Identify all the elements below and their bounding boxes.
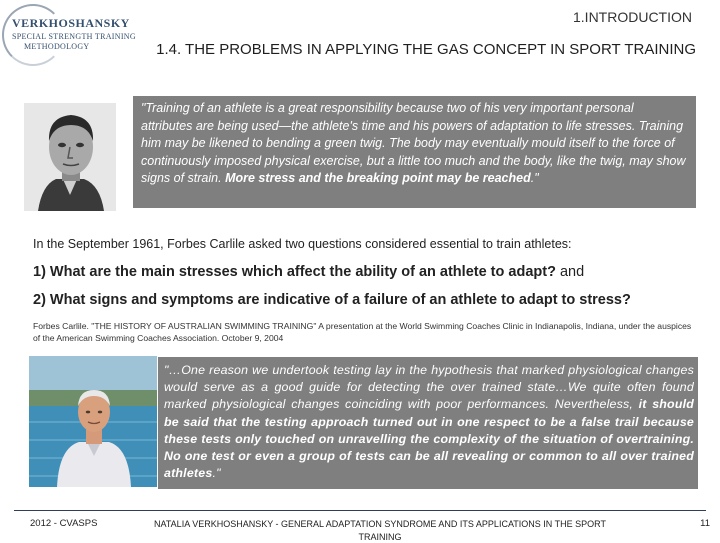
question-1-text: 1) What are the main stresses which affect the ability of an athlete to adapt? bbox=[33, 264, 556, 280]
question-1-suffix: and bbox=[555, 264, 585, 280]
logo-line-2: SPECIAL STRENGTH TRAINING bbox=[12, 32, 136, 41]
carlile-quote-2 bbox=[158, 357, 698, 489]
question-1 bbox=[33, 264, 584, 280]
quote1-text: "Training of an athlete is a great responsibility because two of his very important personal attributes are being used—the athlete's time and his powers of adaptation to life stresses. Training him may be likened to bending a green twig. The body may eventually mould itself to the force of continuously imposed physical exercise, but a little too much and the body, like the twig, may show signs of strain. bbox=[141, 101, 686, 186]
section-label: 1.INTRODUCTION bbox=[573, 9, 692, 25]
page-number: 11 bbox=[700, 518, 710, 529]
quote2-text: "…One reason we undertook testing lay in the hypothesis that marked physiological changes would serve as a good guide for detecting the over trained state…We quite often found marked physiological changes coinciding with poor performances. Nevertheless, bbox=[164, 363, 694, 412]
reference-citation: Forbes Carlile. "THE HISTORY OF AUSTRALIAN SWIMMING TRAINING" A presentation at the World Swimming Coaches Clinic in Indianapolis, Indiana, under the auspices of the American Swimming Coaches Association. October 9, 2004 bbox=[33, 321, 692, 343]
verkhoshansky-logo bbox=[2, 8, 136, 58]
footer-year: 2012 - CVASPS bbox=[30, 518, 98, 529]
logo-line-1: VERKHOSHANSKY bbox=[12, 16, 130, 30]
quote1-bold: More stress and the breaking point may be reached bbox=[225, 171, 531, 186]
quote2-bold: it should be said that the testing approach turned out in one respect to be a false trail because these tests only touched on unravelling the complexity of the situation of overtraining. No one test or even a group of tests can be all revealing or common to all over trained athletes bbox=[164, 397, 694, 481]
footer-divider bbox=[14, 510, 706, 511]
quote1-end: ." bbox=[530, 171, 539, 186]
carlile-pool-photo bbox=[29, 356, 157, 487]
logo-line-3: METHODOLOGY bbox=[24, 42, 90, 51]
carlile-quote-1 bbox=[133, 96, 696, 208]
slide-title: 1.4. THE PROBLEMS IN APPLYING THE GAS CONCEPT IN SPORT TRAINING bbox=[156, 41, 696, 58]
quote2-end: ." bbox=[212, 466, 221, 481]
footer-author-title: NATALIA VERKHOSHANSKY - GENERAL ADAPTATION SYNDROME AND ITS APPLICATIONS IN THE SPORT TRAINING bbox=[154, 519, 606, 542]
intro-text: In the September 1961, Forbes Carlile asked two questions considered essential to train athletes: bbox=[33, 237, 572, 251]
portrait-photo bbox=[24, 103, 116, 211]
question-2: 2) What signs and symptoms are indicative of a failure of an athlete to adapt to stress? bbox=[33, 292, 631, 308]
